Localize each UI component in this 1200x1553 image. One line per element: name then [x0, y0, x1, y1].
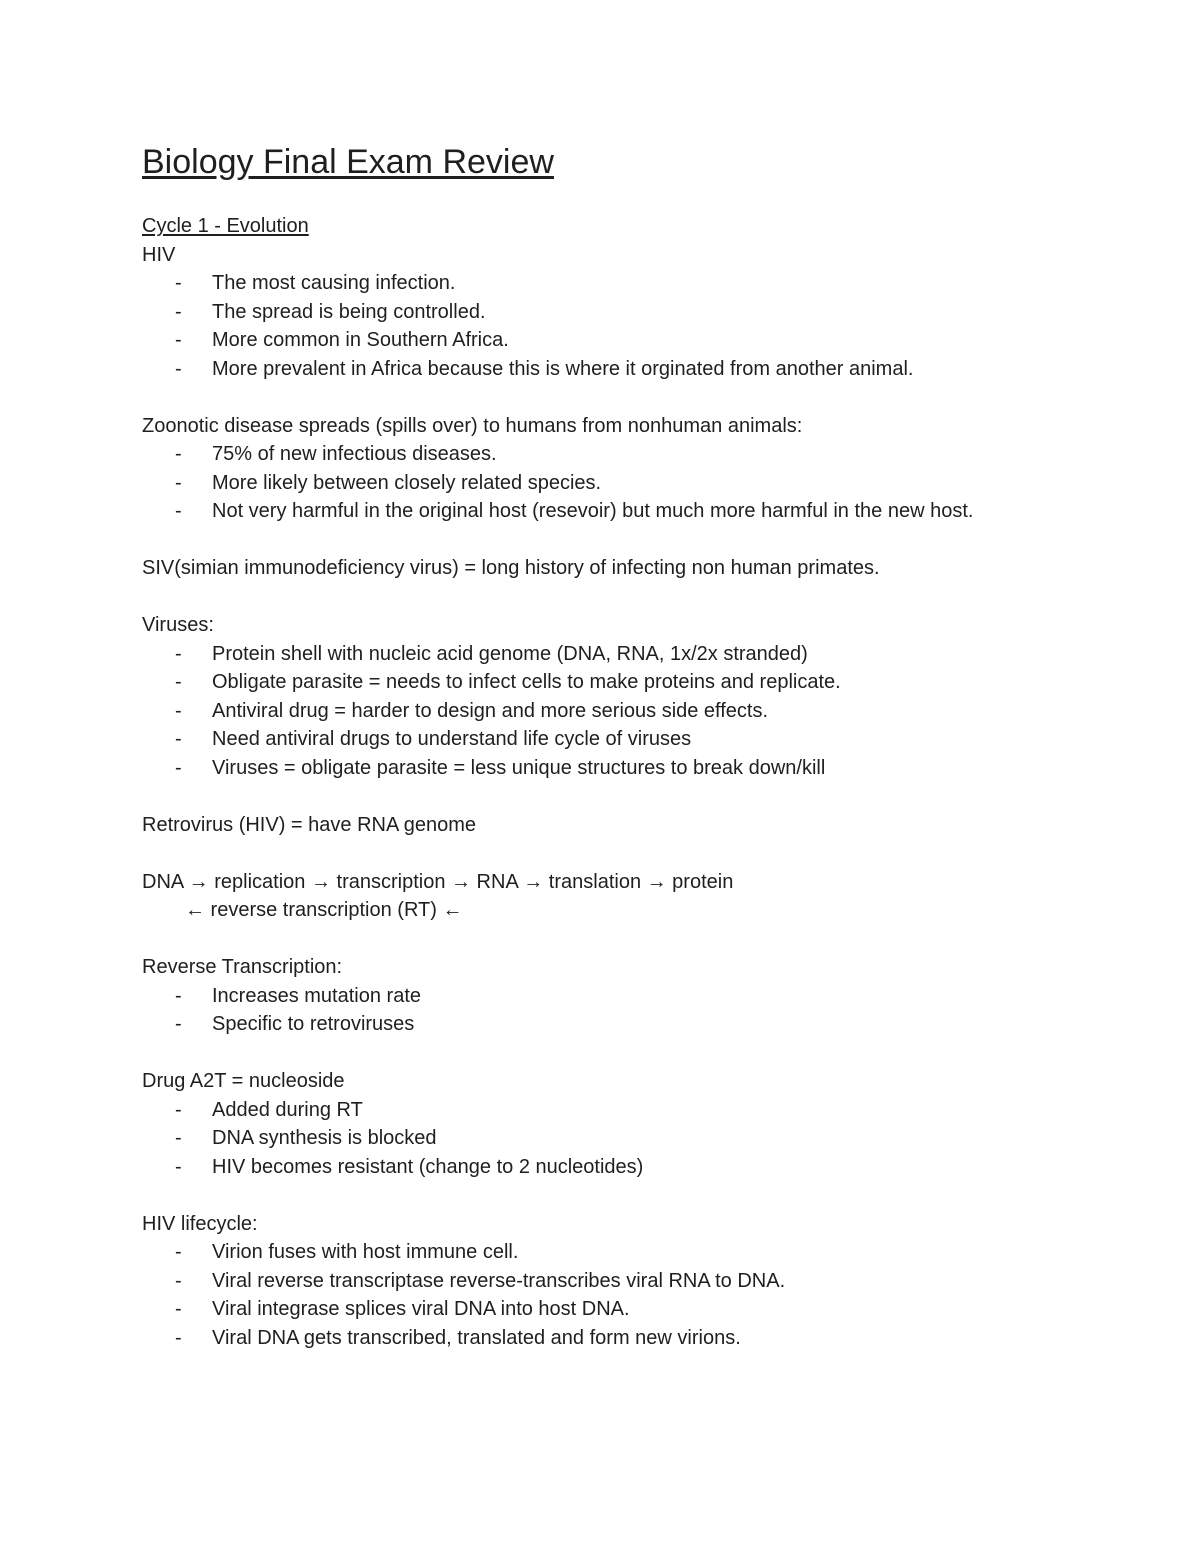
dash-bullet: - — [175, 1155, 182, 1178]
document-page — [142, 140, 1082, 1352]
lifecycle-list — [142, 1238, 1082, 1352]
list-item-text: Specific to retroviruses — [212, 1013, 415, 1035]
dash-bullet: - — [175, 1127, 182, 1149]
list-item-text: HIV becomes resistant (change to 2 nucleotides) — [212, 1155, 644, 1178]
hiv-heading: HIV — [142, 243, 176, 266]
dash-bullet: - — [175, 1013, 182, 1035]
dash-bullet: - — [175, 443, 182, 465]
list-item — [142, 697, 1082, 726]
retrovirus-line: Retrovirus (HIV) = have RNA genome — [142, 813, 477, 836]
list-item-text: Viral reverse transcriptase reverse-transcribes viral RNA to DNA. — [212, 1269, 786, 1292]
list-item — [142, 440, 1082, 469]
document-title: Biology Final Exam Review — [142, 143, 554, 181]
list-item-text: The spread is being controlled. — [212, 300, 486, 323]
dash-bullet: - — [175, 272, 182, 294]
list-item-text: More likely between closely related species. — [212, 471, 602, 494]
dash-bullet: - — [175, 329, 182, 351]
list-item-text: DNA synthesis is blocked — [212, 1127, 437, 1149]
dash-bullet: - — [175, 500, 182, 522]
dash-bullet: - — [175, 984, 182, 1007]
list-item — [142, 298, 1082, 327]
list-item — [142, 754, 1082, 783]
siv-line: SIV(simian immunodeficiency virus) = long history of infecting non human primates. — [142, 557, 880, 579]
dash-bullet: - — [175, 300, 182, 323]
hiv-list — [142, 269, 1082, 383]
list-item-text: 75% of new infectious diseases. — [212, 443, 497, 465]
dogma-line: DNA → replication → transcription → RNA → translation → protein — [142, 870, 734, 893]
viruses-list — [142, 640, 1082, 783]
list-item-text: Viruses = obligate parasite = less unique structures to break down/kill — [212, 756, 826, 779]
viruses-heading: Viruses: — [142, 614, 214, 636]
list-item — [142, 640, 1082, 669]
list-item-text: Protein shell with nucleic acid genome (DNA, RNA, 1x/2x stranded) — [212, 642, 808, 665]
list-item-text: Antiviral drug = harder to design and more serious side effects. — [212, 699, 769, 722]
list-item — [142, 497, 1082, 526]
dash-bullet: - — [175, 1241, 182, 1263]
list-item-text: Virion fuses with host immune cell. — [212, 1241, 519, 1263]
list-item — [142, 1267, 1082, 1296]
drug-heading: Drug A2T = nucleoside — [142, 1070, 345, 1092]
list-item — [142, 1096, 1082, 1125]
dash-bullet: - — [175, 642, 182, 665]
list-item-text: Not very harmful in the original host (resevoir) but much more harmful in the new host. — [212, 500, 974, 522]
list-item — [142, 1295, 1082, 1324]
list-item — [142, 1010, 1082, 1039]
list-item-text: More common in Southern Africa. — [212, 329, 509, 351]
list-item — [142, 1238, 1082, 1267]
list-item — [142, 725, 1082, 754]
list-item-text: Need antiviral drugs to understand life cycle of viruses — [212, 728, 692, 750]
lifecycle-heading: HIV lifecycle: — [142, 1212, 258, 1235]
dash-bullet: - — [175, 357, 182, 380]
list-item-text: Added during RT — [212, 1098, 363, 1121]
list-item — [142, 1124, 1082, 1153]
list-item-text: Obligate parasite = needs to infect cells to make proteins and replicate. — [212, 671, 841, 693]
dash-bullet: - — [175, 1298, 182, 1320]
cycle-heading: Cycle 1 - Evolution — [142, 215, 309, 237]
dash-bullet: - — [175, 756, 182, 779]
reverse-transcription-heading: Reverse Transcription: — [142, 956, 343, 978]
list-item — [142, 1324, 1082, 1353]
dash-bullet: - — [175, 699, 182, 722]
dash-bullet: - — [175, 1326, 182, 1349]
zoonotic-list — [142, 440, 1082, 526]
list-item-text: More prevalent in Africa because this is where it orginated from another animal. — [212, 357, 914, 380]
list-item-text: The most causing infection. — [212, 272, 456, 294]
drug-list — [142, 1096, 1082, 1182]
dash-bullet: - — [175, 1098, 182, 1121]
reverse-transcription-line: ← reverse transcription (RT) ← — [185, 899, 463, 921]
dash-bullet: - — [175, 1269, 182, 1292]
list-item-text: Increases mutation rate — [212, 984, 421, 1007]
list-item — [142, 1153, 1082, 1182]
list-item — [142, 269, 1082, 298]
reverse-transcription-list — [142, 982, 1082, 1039]
list-item-text: Viral DNA gets transcribed, translated and form new virions. — [212, 1326, 741, 1349]
list-item-text: Viral integrase splices viral DNA into host DNA. — [212, 1298, 630, 1320]
list-item — [142, 355, 1082, 384]
list-item — [142, 326, 1082, 355]
dash-bullet: - — [175, 471, 182, 494]
list-item — [142, 668, 1082, 697]
zoonotic-heading: Zoonotic disease spreads (spills over) to humans from nonhuman animals: — [142, 414, 803, 437]
list-item — [142, 469, 1082, 498]
list-item — [142, 982, 1082, 1011]
dash-bullet: - — [175, 728, 182, 750]
dash-bullet: - — [175, 671, 182, 693]
